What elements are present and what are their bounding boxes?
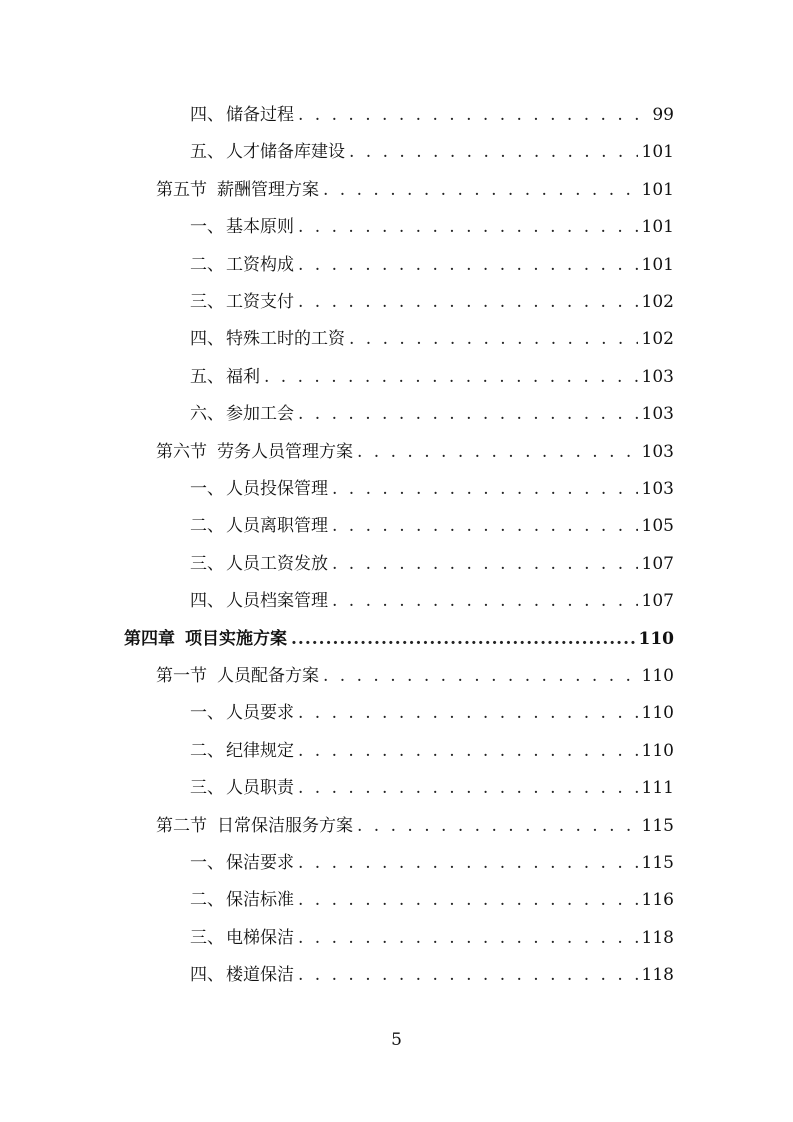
toc-entry-number: 二、 (190, 890, 224, 911)
toc-entry-page: 103 (641, 404, 674, 425)
toc-entry-text (186, 250, 294, 280)
toc-entry-number: 一、 (190, 703, 224, 724)
toc-entry-title: 福利 (226, 366, 260, 387)
toc-entry-page: 116 (641, 890, 674, 911)
toc-dot-leader (298, 848, 638, 878)
toc-entry-title: 工资构成 (226, 254, 294, 275)
toc-dot-leader (332, 474, 638, 504)
toc-entry-text (186, 362, 260, 392)
toc-entry-number: 三、 (190, 292, 224, 312)
toc-entry[interactable] (186, 287, 674, 317)
toc-entry-page: 102 (641, 292, 674, 312)
toc-entry-page: 110 (638, 628, 674, 649)
toc-entry-page: 99 (652, 105, 674, 125)
toc-entry-title: 人员要求 (226, 703, 294, 724)
toc-entry-page: 103 (641, 366, 674, 387)
toc-entry-title: 人员档案管理 (226, 591, 328, 612)
toc-entry-text (186, 773, 294, 803)
toc-entry-text (186, 212, 294, 242)
toc-entry-number: 第六节 (156, 441, 207, 462)
toc-entry-text (152, 661, 319, 691)
toc-entry[interactable] (152, 661, 674, 691)
toc-entry-text (186, 399, 294, 429)
toc-entry-page: 101 (641, 179, 674, 200)
toc-entry-number: 一、 (190, 853, 224, 873)
toc-entry-text (186, 287, 294, 317)
toc-entry-title: 纪律规定 (226, 740, 294, 761)
toc-entry-title: 人员配备方案 (217, 666, 319, 686)
toc-entry[interactable] (186, 960, 674, 990)
toc-entry-text (186, 698, 294, 728)
toc-entry-page: 115 (641, 853, 674, 873)
toc-entry[interactable] (186, 212, 674, 242)
toc-entry[interactable] (186, 698, 674, 728)
toc-entry-number: 三、 (190, 553, 224, 574)
toc-entry-title: 参加工会 (226, 404, 294, 425)
toc-entry[interactable] (186, 885, 674, 915)
toc-entry-number: 三、 (190, 778, 224, 799)
toc-entry[interactable] (186, 324, 674, 354)
toc-entry-page: 118 (641, 965, 674, 986)
toc-entry[interactable] (186, 549, 674, 579)
toc-entry-page: 101 (641, 254, 674, 275)
toc-entry-title: 储备过程 (226, 105, 294, 125)
toc-entry-text (186, 324, 345, 354)
toc-entry[interactable] (186, 474, 674, 504)
toc-entry-text (152, 175, 319, 205)
toc-entry-title: 劳务人员管理方案 (217, 441, 353, 462)
toc-entry-page: 110 (641, 666, 674, 686)
toc-entry[interactable] (152, 175, 674, 205)
toc-entry-number: 四、 (190, 329, 224, 350)
toc-entry-title: 薪酬管理方案 (217, 179, 319, 200)
toc-entry[interactable] (186, 586, 674, 616)
toc-dot-leader (298, 923, 638, 953)
toc-entry-title: 特殊工时的工资 (226, 329, 345, 350)
toc-dot-leader (298, 773, 638, 803)
toc-dot-leader (323, 661, 638, 691)
toc-entry-title: 人员职责 (226, 778, 294, 799)
toc-entry-text (186, 511, 328, 541)
toc-dot-leader (298, 100, 648, 130)
toc-entry[interactable] (186, 773, 674, 803)
toc-entry[interactable] (186, 736, 674, 766)
toc-entry-page: 110 (641, 703, 674, 724)
toc-entry[interactable] (186, 923, 674, 953)
toc-entry-page: 110 (641, 740, 674, 761)
toc-dot-leader (291, 624, 635, 654)
toc-dot-leader (298, 212, 638, 242)
toc-entry-text (186, 885, 294, 915)
page-number: 5 (391, 1030, 402, 1050)
toc-entry[interactable] (186, 848, 674, 878)
toc-entry-number: 三、 (190, 927, 224, 948)
toc-entry-number: 第四章 (124, 628, 175, 649)
toc-entry-title: 项目实施方案 (185, 628, 287, 649)
toc-entry-title: 保洁要求 (226, 853, 294, 873)
toc-entry-number: 一、 (190, 217, 224, 238)
toc-entry[interactable] (186, 250, 674, 280)
toc-entry[interactable] (152, 437, 674, 467)
toc-entry-text (186, 736, 294, 766)
toc-dot-leader (298, 960, 638, 990)
toc-entry-text (186, 923, 294, 953)
toc-dot-leader (332, 586, 638, 616)
toc-entry-page: 115 (641, 815, 674, 836)
toc-dot-leader (298, 399, 638, 429)
toc-entry[interactable] (120, 624, 674, 654)
toc-entry-number: 四、 (190, 591, 224, 612)
toc-entry-page: 103 (641, 441, 674, 462)
toc-entry-text (186, 100, 294, 130)
toc-entry-page: 107 (641, 591, 674, 612)
toc-entry-number: 五、 (190, 142, 224, 163)
toc-entry-page: 105 (641, 516, 674, 537)
toc-dot-leader (349, 137, 638, 167)
toc-entry-page: 118 (641, 927, 674, 948)
toc-entry-page: 101 (641, 217, 674, 238)
toc-entry-number: 二、 (190, 516, 224, 537)
toc-entry-number: 第五节 (156, 179, 207, 200)
toc-dot-leader (264, 362, 638, 392)
toc-dot-leader (298, 736, 638, 766)
toc-dot-leader (298, 287, 638, 317)
toc-entry-text (186, 586, 328, 616)
toc-entry-title: 人员投保管理 (226, 479, 328, 499)
toc-entry-text (186, 960, 294, 990)
toc-entry-number: 四、 (190, 965, 224, 986)
toc-entry-page: 107 (641, 553, 674, 574)
toc-entry-text (152, 811, 353, 841)
toc-entry[interactable] (186, 362, 674, 392)
toc-entry-title: 人员工资发放 (226, 553, 328, 574)
toc-entry[interactable] (186, 100, 674, 130)
toc-entry-text (186, 474, 328, 504)
toc-entry[interactable] (152, 811, 674, 841)
toc-entry[interactable] (186, 137, 674, 167)
toc-entry-title: 保洁标准 (226, 890, 294, 911)
toc-entry-number: 一、 (190, 479, 224, 499)
toc-dot-leader (357, 437, 638, 467)
toc-dot-leader (357, 811, 638, 841)
toc-entry-title: 楼道保洁 (226, 965, 294, 986)
toc-dot-leader (332, 549, 638, 579)
toc-entry-number: 二、 (190, 254, 224, 275)
toc-entry-page: 102 (641, 329, 674, 350)
toc-dot-leader (298, 885, 638, 915)
toc-entry-number: 六、 (190, 404, 224, 425)
toc-entry-page: 111 (641, 778, 674, 799)
toc-entry-number: 二、 (190, 740, 224, 761)
toc-entry-text (186, 137, 345, 167)
toc-dot-leader (332, 511, 638, 541)
toc-entry-page: 103 (641, 479, 674, 499)
toc-entry-page: 101 (641, 142, 674, 163)
toc-entry-title: 基本原则 (226, 217, 294, 238)
toc-entry-title: 人员离职管理 (226, 516, 328, 537)
toc-entry-number: 五、 (190, 366, 224, 387)
toc-entry-text (120, 624, 287, 654)
toc-dot-leader (298, 250, 638, 280)
toc-entry-title: 工资支付 (226, 292, 294, 312)
toc-dot-leader (323, 175, 638, 205)
toc-entry-text (186, 848, 294, 878)
toc-entry-number: 第一节 (156, 666, 207, 686)
toc-entry[interactable] (186, 399, 674, 429)
toc-entry-text (186, 549, 328, 579)
toc-entry[interactable] (186, 511, 674, 541)
toc-entry-number: 四、 (190, 105, 224, 125)
toc-entry-title: 人才储备库建设 (226, 142, 345, 163)
toc-entry-title: 日常保洁服务方案 (217, 815, 353, 836)
toc-entry-title: 电梯保洁 (226, 927, 294, 948)
toc-entry-text (152, 437, 353, 467)
toc-dot-leader (349, 324, 638, 354)
toc-entry-number: 第二节 (156, 815, 207, 836)
toc-dot-leader (298, 698, 638, 728)
